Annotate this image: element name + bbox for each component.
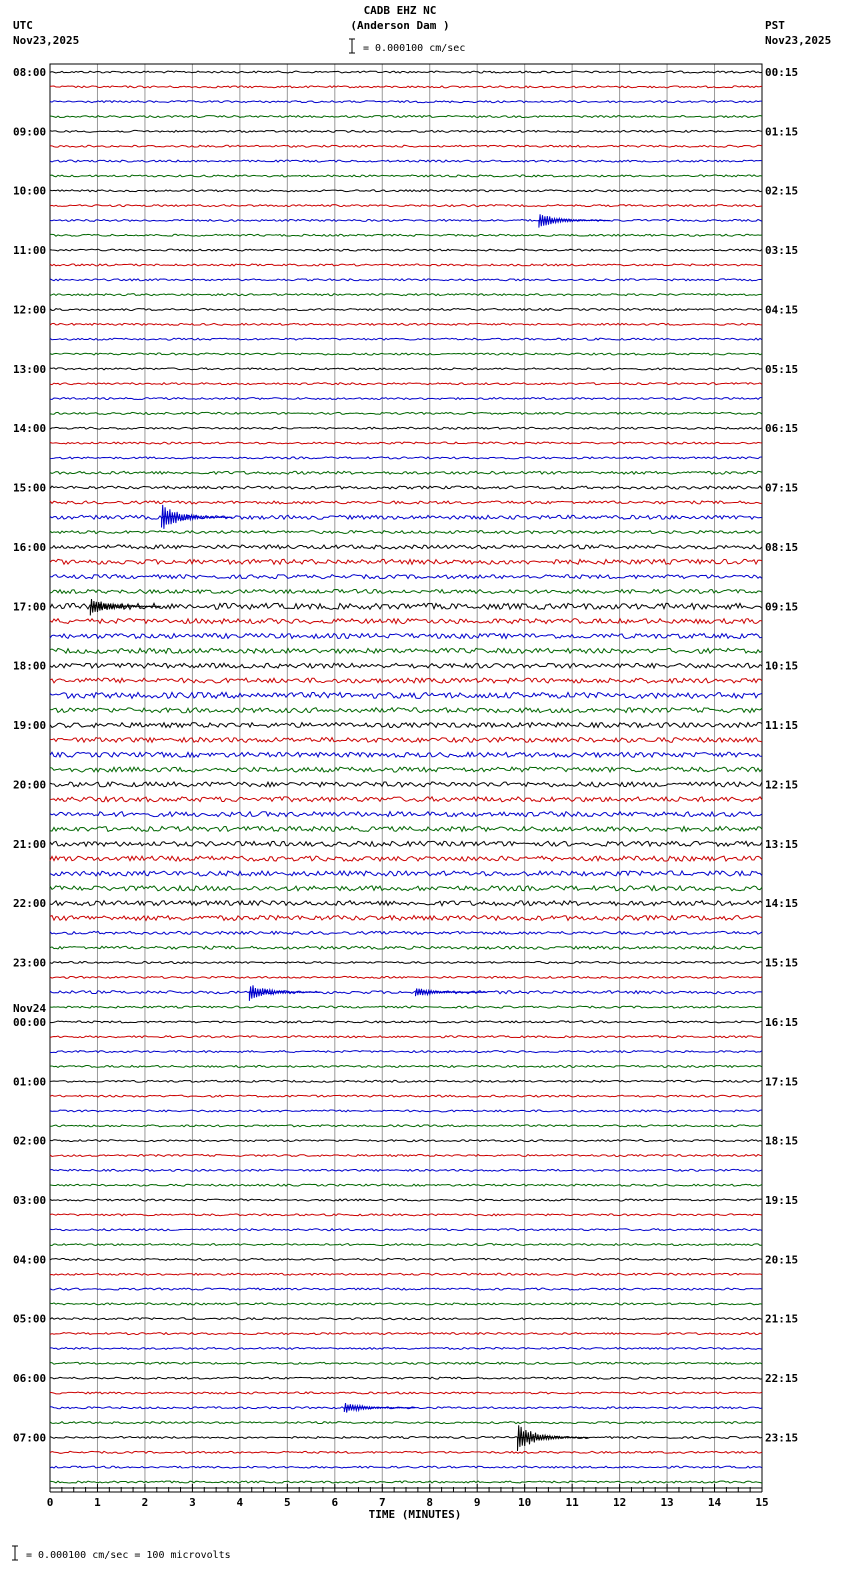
trace-row-15: [50, 294, 762, 296]
trace-row-24: [50, 427, 762, 429]
footer-scale-text: = 0.000100 cm/sec = 100 microvolts: [26, 1550, 231, 1561]
trace-row-23: [50, 412, 762, 414]
trace-row-46: [50, 752, 762, 757]
trace-row-65: [50, 1036, 762, 1038]
trace-row-74: [50, 1169, 762, 1171]
trace-row-80: [50, 1258, 762, 1260]
trace-row-19: [50, 353, 762, 355]
trace-row-61: [50, 976, 762, 978]
left-time-label: 06:00: [13, 1372, 47, 1386]
trace-row-8: [50, 190, 762, 192]
trace-row-53: [50, 856, 762, 861]
trace-row-87: [50, 1362, 762, 1364]
x-tick-label: 10: [518, 1496, 532, 1509]
trace-row-10: [50, 219, 762, 221]
left-time-label: 07:00: [13, 1431, 47, 1445]
trace-row-6: [50, 160, 762, 162]
x-tick-label: 1: [94, 1496, 101, 1509]
trace-row-86: [50, 1347, 762, 1349]
trace-row-44: [50, 723, 762, 728]
x-axis-label: TIME (MINUTES): [368, 1508, 462, 1521]
trace-row-26: [50, 457, 762, 459]
trace-row-39: [50, 648, 762, 653]
right-time-label: 19:15: [765, 1194, 799, 1207]
x-tick-label: 13: [660, 1496, 674, 1509]
trace-row-16: [50, 308, 762, 310]
trace-row-75: [50, 1184, 762, 1186]
station-title: CADB EHZ NC: [363, 4, 437, 17]
trace-row-77: [50, 1214, 762, 1216]
trace-row-42: [50, 692, 762, 698]
right-time-label: 11:15: [765, 719, 799, 733]
trace-row-22: [50, 398, 762, 400]
x-tick-label: 3: [189, 1496, 196, 1509]
right-time-label: 02:15: [765, 184, 799, 198]
trace-row-18: [50, 338, 762, 340]
left-time-label: 15:00: [13, 481, 47, 495]
x-tick-label: 8: [426, 1496, 434, 1509]
header-scale-bar: [349, 39, 355, 53]
right-time-label: 16:15: [765, 1015, 799, 1029]
trace-row-37: [50, 619, 762, 624]
right-time-label: 13:15: [765, 837, 799, 851]
trace-row-68: [50, 1080, 762, 1082]
trace-row-52: [50, 841, 762, 846]
trace-row-13: [50, 264, 762, 266]
trace-row-14: [50, 279, 762, 281]
trace-row-20: [50, 368, 762, 370]
right-time-label: 09:15: [765, 600, 799, 614]
right-time-label: 18:15: [765, 1134, 799, 1148]
right-time-label: 08:15: [765, 540, 799, 554]
trace-row-54: [50, 871, 762, 876]
trace-row-58: [50, 931, 762, 934]
trace-row-56: [50, 901, 762, 906]
trace-row-21: [50, 383, 762, 385]
trace-row-34: [50, 575, 762, 579]
trace-row-49: [50, 797, 762, 802]
trace-row-7: [50, 175, 762, 177]
right-time-label: 22:15: [765, 1372, 799, 1386]
trace-group: [50, 71, 762, 1483]
left-time-label: 17:00: [13, 600, 47, 614]
left-time-label: 22:00: [13, 897, 47, 911]
trace-row-67: [50, 1065, 762, 1067]
trace-row-28: [50, 486, 762, 489]
trace-row-57: [50, 916, 762, 921]
trace-row-48: [50, 782, 762, 787]
left-time-label: 05:00: [13, 1312, 47, 1326]
left-timezone: UTC: [13, 19, 33, 32]
trace-row-51: [50, 826, 762, 831]
x-tick-label: 14: [707, 1496, 722, 1509]
left-time-label: 10:00: [13, 184, 47, 198]
trace-row-66: [50, 1051, 762, 1053]
trace-row-38: [50, 634, 762, 639]
left-time-label: 08:00: [13, 66, 47, 79]
trace-row-59: [50, 946, 762, 949]
right-time-label: 05:15: [765, 362, 799, 376]
trace-row-81: [50, 1273, 762, 1275]
left-time-label: 18:00: [13, 659, 47, 673]
trace-row-11: [50, 234, 762, 236]
right-time-label: 01:15: [765, 125, 799, 139]
trace-row-35: [50, 589, 762, 593]
x-tick-label: 6: [331, 1496, 339, 1509]
trace-row-47: [50, 767, 762, 772]
trace-row-63: [50, 1006, 762, 1008]
scale-text: = 0.000100 cm/sec: [363, 43, 466, 54]
trace-row-83: [50, 1303, 762, 1305]
left-time-label: 11:00: [13, 244, 47, 258]
trace-row-43: [50, 708, 762, 713]
left-time-label: 02:00: [13, 1134, 47, 1148]
trace-row-70: [50, 1110, 762, 1112]
trace-row-45: [50, 737, 762, 742]
right-time-label: 20:15: [765, 1253, 799, 1267]
trace-row-31: [50, 531, 762, 534]
left-time-label: 23:00: [13, 956, 47, 970]
x-tick-label: 5: [284, 1496, 291, 1509]
left-time-label: 03:00: [13, 1194, 47, 1207]
trace-row-3: [50, 116, 762, 118]
footer-scale-bar: [12, 1546, 18, 1560]
trace-row-29: [50, 501, 762, 504]
x-tick-label: 9: [473, 1496, 481, 1509]
x-tick-label: 7: [378, 1496, 386, 1509]
trace-row-69: [50, 1095, 762, 1097]
trace-row-94: [50, 1466, 762, 1468]
trace-row-84: [50, 1318, 762, 1320]
right-time-label: 17:15: [765, 1075, 799, 1089]
x-tick-label: 2: [141, 1496, 149, 1509]
right-time-label: 07:15: [765, 481, 799, 495]
event-5: [344, 1403, 415, 1413]
trace-row-2: [50, 101, 762, 103]
trace-row-32: [50, 545, 762, 549]
right-time-label: 03:15: [765, 244, 799, 258]
trace-row-17: [50, 323, 762, 325]
trace-row-60: [50, 962, 762, 964]
left-time-label: 21:00: [13, 837, 47, 851]
trace-row-33: [50, 559, 762, 564]
trace-row-85: [50, 1333, 762, 1335]
left-time-label: 19:00: [13, 719, 47, 733]
left-time-label: 14:00: [13, 422, 47, 436]
left-time-label: 20:00: [13, 778, 47, 792]
trace-row-40: [50, 663, 762, 668]
right-time-label: 14:15: [765, 897, 799, 911]
trace-row-91: [50, 1422, 762, 1424]
trace-row-12: [50, 249, 762, 251]
trace-row-27: [50, 471, 762, 474]
trace-row-50: [50, 812, 762, 817]
trace-row-5: [50, 145, 762, 147]
right-time-label: 21:15: [765, 1312, 799, 1326]
right-time-label: 12:15: [765, 778, 799, 792]
trace-row-1: [50, 86, 762, 88]
trace-row-93: [50, 1451, 762, 1453]
trace-row-88: [50, 1377, 762, 1379]
left-time-label: 13:00: [13, 362, 47, 376]
trace-row-76: [50, 1199, 762, 1201]
trace-row-64: [50, 1021, 762, 1023]
trace-row-92: [50, 1436, 762, 1438]
trace-row-72: [50, 1140, 762, 1142]
right-time-label: 04:15: [765, 303, 799, 317]
left-time-label: 09:00: [13, 125, 47, 139]
right-timezone: PST: [765, 19, 785, 32]
trace-row-25: [50, 442, 762, 444]
trace-row-89: [50, 1392, 762, 1394]
x-tick-label: 0: [46, 1496, 54, 1509]
right-date: Nov23,2025: [765, 34, 832, 47]
scale-bars: [12, 39, 355, 1560]
trace-row-71: [50, 1125, 762, 1127]
trace-row-62: [50, 991, 762, 994]
right-time-label: 00:15: [765, 66, 799, 79]
right-time-label: 15:15: [765, 956, 799, 970]
left-date-label: Nov24: [13, 1001, 47, 1015]
trace-row-82: [50, 1288, 762, 1290]
trace-row-79: [50, 1244, 762, 1246]
left-date: Nov23,2025: [13, 34, 80, 47]
trace-row-55: [50, 886, 762, 891]
trace-row-4: [50, 130, 762, 132]
left-time-label: 16:00: [13, 540, 47, 554]
x-tick-label: 12: [612, 1496, 627, 1509]
right-time-label: 23:15: [765, 1431, 799, 1445]
trace-row-30: [50, 515, 762, 519]
right-time-label: 10:15: [765, 659, 799, 673]
event-3: [249, 985, 320, 1001]
x-tick-label: 4: [236, 1496, 244, 1509]
x-tick-label: 15: [755, 1496, 769, 1509]
trace-row-41: [50, 678, 762, 683]
trace-row-9: [50, 205, 762, 207]
left-time-label: 00:00: [13, 1015, 47, 1029]
right-time-label: 06:15: [765, 422, 799, 436]
left-time-label: 12:00: [13, 303, 47, 317]
trace-row-95: [50, 1481, 762, 1483]
trace-row-78: [50, 1229, 762, 1231]
x-tick-label: 11: [565, 1496, 579, 1509]
trace-row-73: [50, 1154, 762, 1156]
left-time-label: 01:00: [13, 1075, 47, 1089]
event-4: [415, 988, 486, 996]
trace-row-0: [50, 71, 762, 73]
station-location: (Anderson Dam ): [350, 19, 450, 32]
event-0: [539, 214, 610, 227]
left-time-label: 04:00: [13, 1253, 47, 1267]
